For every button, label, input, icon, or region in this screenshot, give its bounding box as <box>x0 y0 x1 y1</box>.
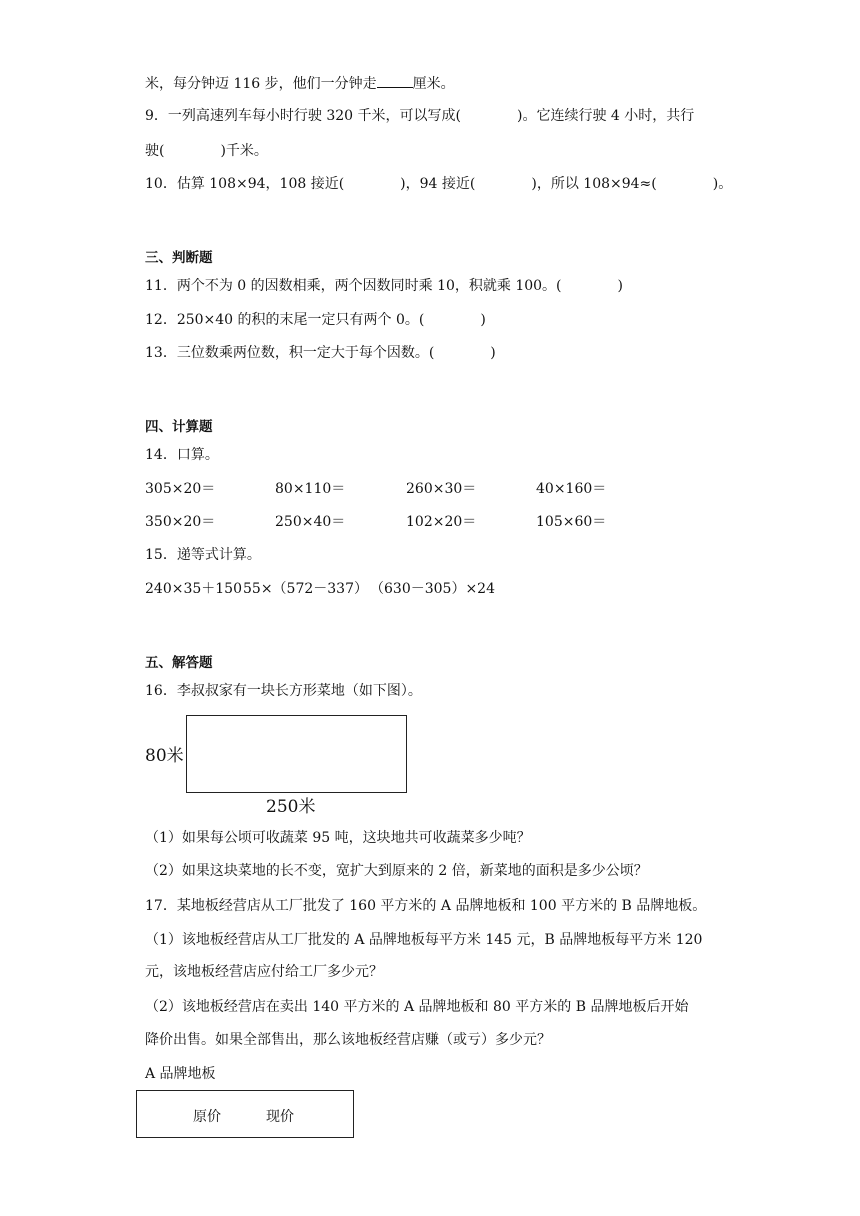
question-9-line2 <box>145 142 268 160</box>
question-8-continuation <box>145 74 455 93</box>
oral-calc-item: 305×20＝ <box>145 481 216 497</box>
question-13 <box>145 344 496 362</box>
text: )，94 接近( <box>400 176 476 192</box>
question-17: 17．某地板经营店从工厂批发了 160 平方米的 A 品牌地板和 100 平方米的 B 品牌地板。 <box>145 898 707 914</box>
text: 12．250×40 的积的末尾一定只有两个 0。( <box>145 312 425 328</box>
text: ) <box>490 345 496 361</box>
question-16: 16．李叔叔家有一块长方形菜地（如下图）。 <box>145 683 422 699</box>
question-10 <box>145 175 732 193</box>
text: 9．一列高速列车每小时行驶 320 千米，可以写成( <box>145 108 461 124</box>
length-label: 250米 <box>266 797 316 817</box>
text: ) <box>617 278 623 294</box>
text: )。 <box>712 176 733 192</box>
oral-calc-item: 260×30＝ <box>406 481 477 497</box>
oral-calc-item: 105×60＝ <box>536 514 607 530</box>
question-16-part1: （1）如果每公顷可收蔬菜 95 吨，这块地共可收蔬菜多少吨？ <box>145 830 531 846</box>
text: 驶( <box>145 143 165 159</box>
step-calc-item: （630－305）×24 <box>370 581 495 597</box>
text: 13．三位数乘两位数，积一定大于每个因数。( <box>145 345 435 361</box>
width-label: 80米 <box>145 746 184 766</box>
question-17-part1-line1: （1）该地板经营店从工厂批发的 A 品牌地板每平方米 145 元，B 品牌地板每平方米 120 <box>145 932 703 948</box>
step-calc-item: 240×35＋150 <box>145 581 242 597</box>
oral-calc-item: 250×40＝ <box>275 514 346 530</box>
text: 米，每分钟迈 116 步，他们一分钟走 <box>145 76 377 92</box>
question-14: 14．口算。 <box>145 447 219 463</box>
question-17-part2-line2: 降价出售。如果全部售出，那么该地板经营店赚（或亏）多少元？ <box>145 1032 551 1048</box>
text: )。它连续行驶 4 小时，共行 <box>517 108 695 124</box>
rectangle-field-figure <box>186 715 407 793</box>
text: 10．估算 108×94，108 接近( <box>145 176 345 192</box>
text: )，所以 108×94≈( <box>531 176 657 192</box>
text: 11．两个不为 0 的因数相乘，两个因数同时乘 10，积就乘 100。( <box>145 278 562 294</box>
price-table <box>136 1090 354 1138</box>
section-heading-calc: 四、计算题 <box>145 419 213 435</box>
oral-calc-item: 40×160＝ <box>536 481 607 497</box>
question-16-part2: （2）如果这块菜地的长不变，宽扩大到原来的 2 倍，新菜地的面积是多少公顷？ <box>145 863 648 879</box>
oral-calc-item: 80×110＝ <box>275 481 346 497</box>
question-17-part1-line2: 元，该地板经营店应付给工厂多少元？ <box>145 964 383 980</box>
question-9-line1 <box>145 107 694 125</box>
question-11 <box>145 277 623 295</box>
question-15: 15．递等式计算。 <box>145 547 261 563</box>
text: ) <box>480 312 486 328</box>
answer-blank[interactable] <box>377 74 413 88</box>
section-heading-judge: 三、判断题 <box>145 250 213 266</box>
oral-calc-item: 102×20＝ <box>406 514 477 530</box>
question-12 <box>145 311 486 329</box>
oral-calc-item: 350×20＝ <box>145 514 216 530</box>
step-calc-item: 55×（572－337） <box>243 581 368 597</box>
question-17-part2-line1: （2）该地板经营店在卖出 140 平方米的 A 品牌地板和 80 平方米的 B 品牌地板后开始 <box>145 999 689 1015</box>
text: )千米。 <box>220 143 268 159</box>
column-current-price: 现价 <box>266 1109 294 1125</box>
section-heading-answer: 五、解答题 <box>145 655 213 671</box>
column-original-price: 原价 <box>193 1109 221 1125</box>
table-title: A 品牌地板 <box>145 1066 216 1082</box>
text: 厘米。 <box>412 76 455 92</box>
